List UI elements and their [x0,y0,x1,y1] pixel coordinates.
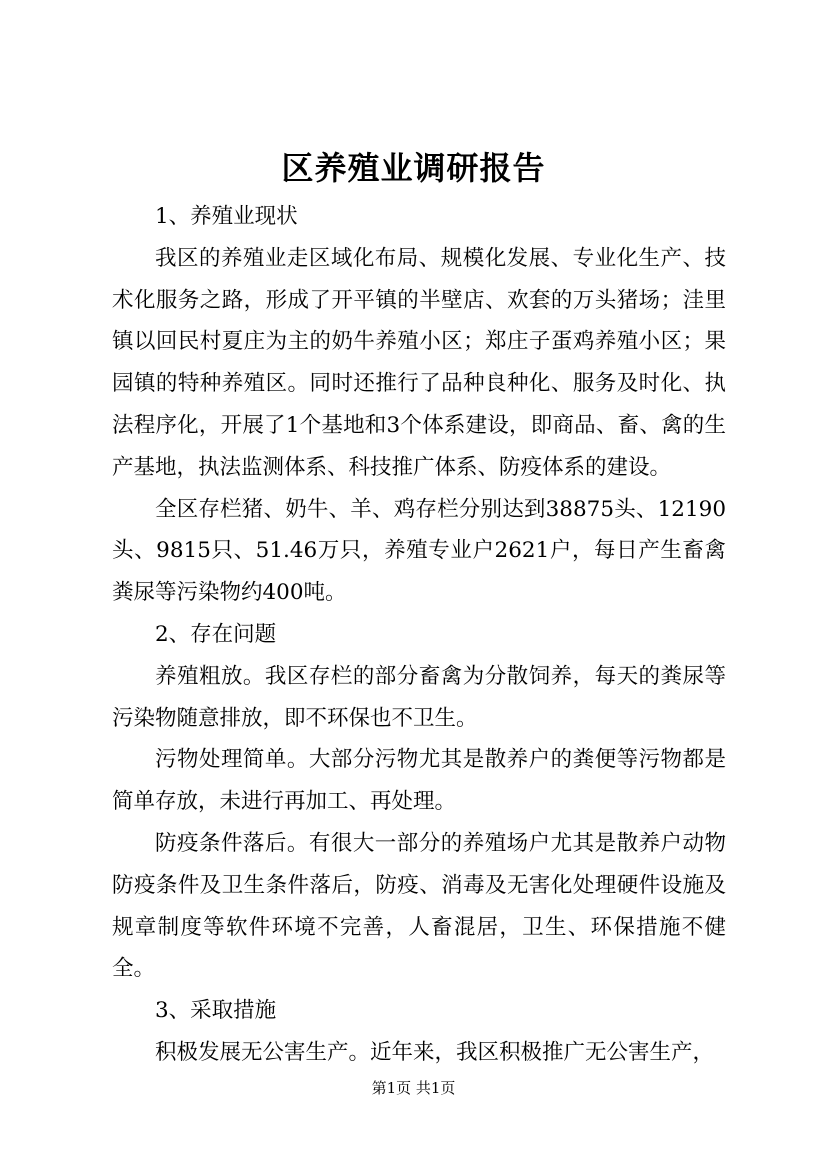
paragraph-3: 养殖粗放。我区存栏的部分畜禽为分散饲养，每天的粪尿等污染物随意排放，即不环保也不卫生。 [112,663,726,731]
document-body [112,196,726,1074]
paragraph-4: 污物处理简单。大部分污物尤其是散养户的粪便等污物都是简单存放，未进行再加工、再处理。 [112,747,726,815]
section-heading-1: 1、养殖业现状 [155,204,298,229]
page-footer: 第1页 共1页 [371,1079,456,1097]
section-heading-3: 3、采取措施 [155,998,277,1024]
paragraph-1: 我区的养殖业走区域化布局、规模化发展、专业化生产、技术化服务之路，形成了开平镇的半壁店、欢套的万头猪场；洼里镇以回民村夏庄为主的奶牛养殖小区；郑庄子蛋鸡养殖小区；果园镇的特种养殖区。同时还推行了品种良种化、服务及时化、执法程序化，开展了1个基地和3个体系建设，即商品、畜、禽的生产基地，执法监测体系、科技推广体系、防疫体系的建设。 [112,245,726,480]
paragraph-6: 积极发展无公害生产。近年来，我区积极推广无公害生产， [155,1039,715,1065]
paragraph-5: 防疫条件落后。有很大一部分的养殖场户尤其是散养户动物防疫条件及卫生条件落后，防疫、消毒及无害化处理硬件设施及规章制度等软件环境不完善，人畜混居，卫生、环保措施不健全。 [112,830,726,982]
section-heading-2: 2、存在问题 [155,621,277,647]
paragraph-2: 全区存栏猪、奶牛、羊、鸡存栏分别达到38875头、12190头、9815只、51.46万只，养殖专业户2621户，每日产生畜禽粪尿等污染物约400吨。 [112,496,726,606]
document-title: 区养殖业调研报告 [281,149,546,187]
